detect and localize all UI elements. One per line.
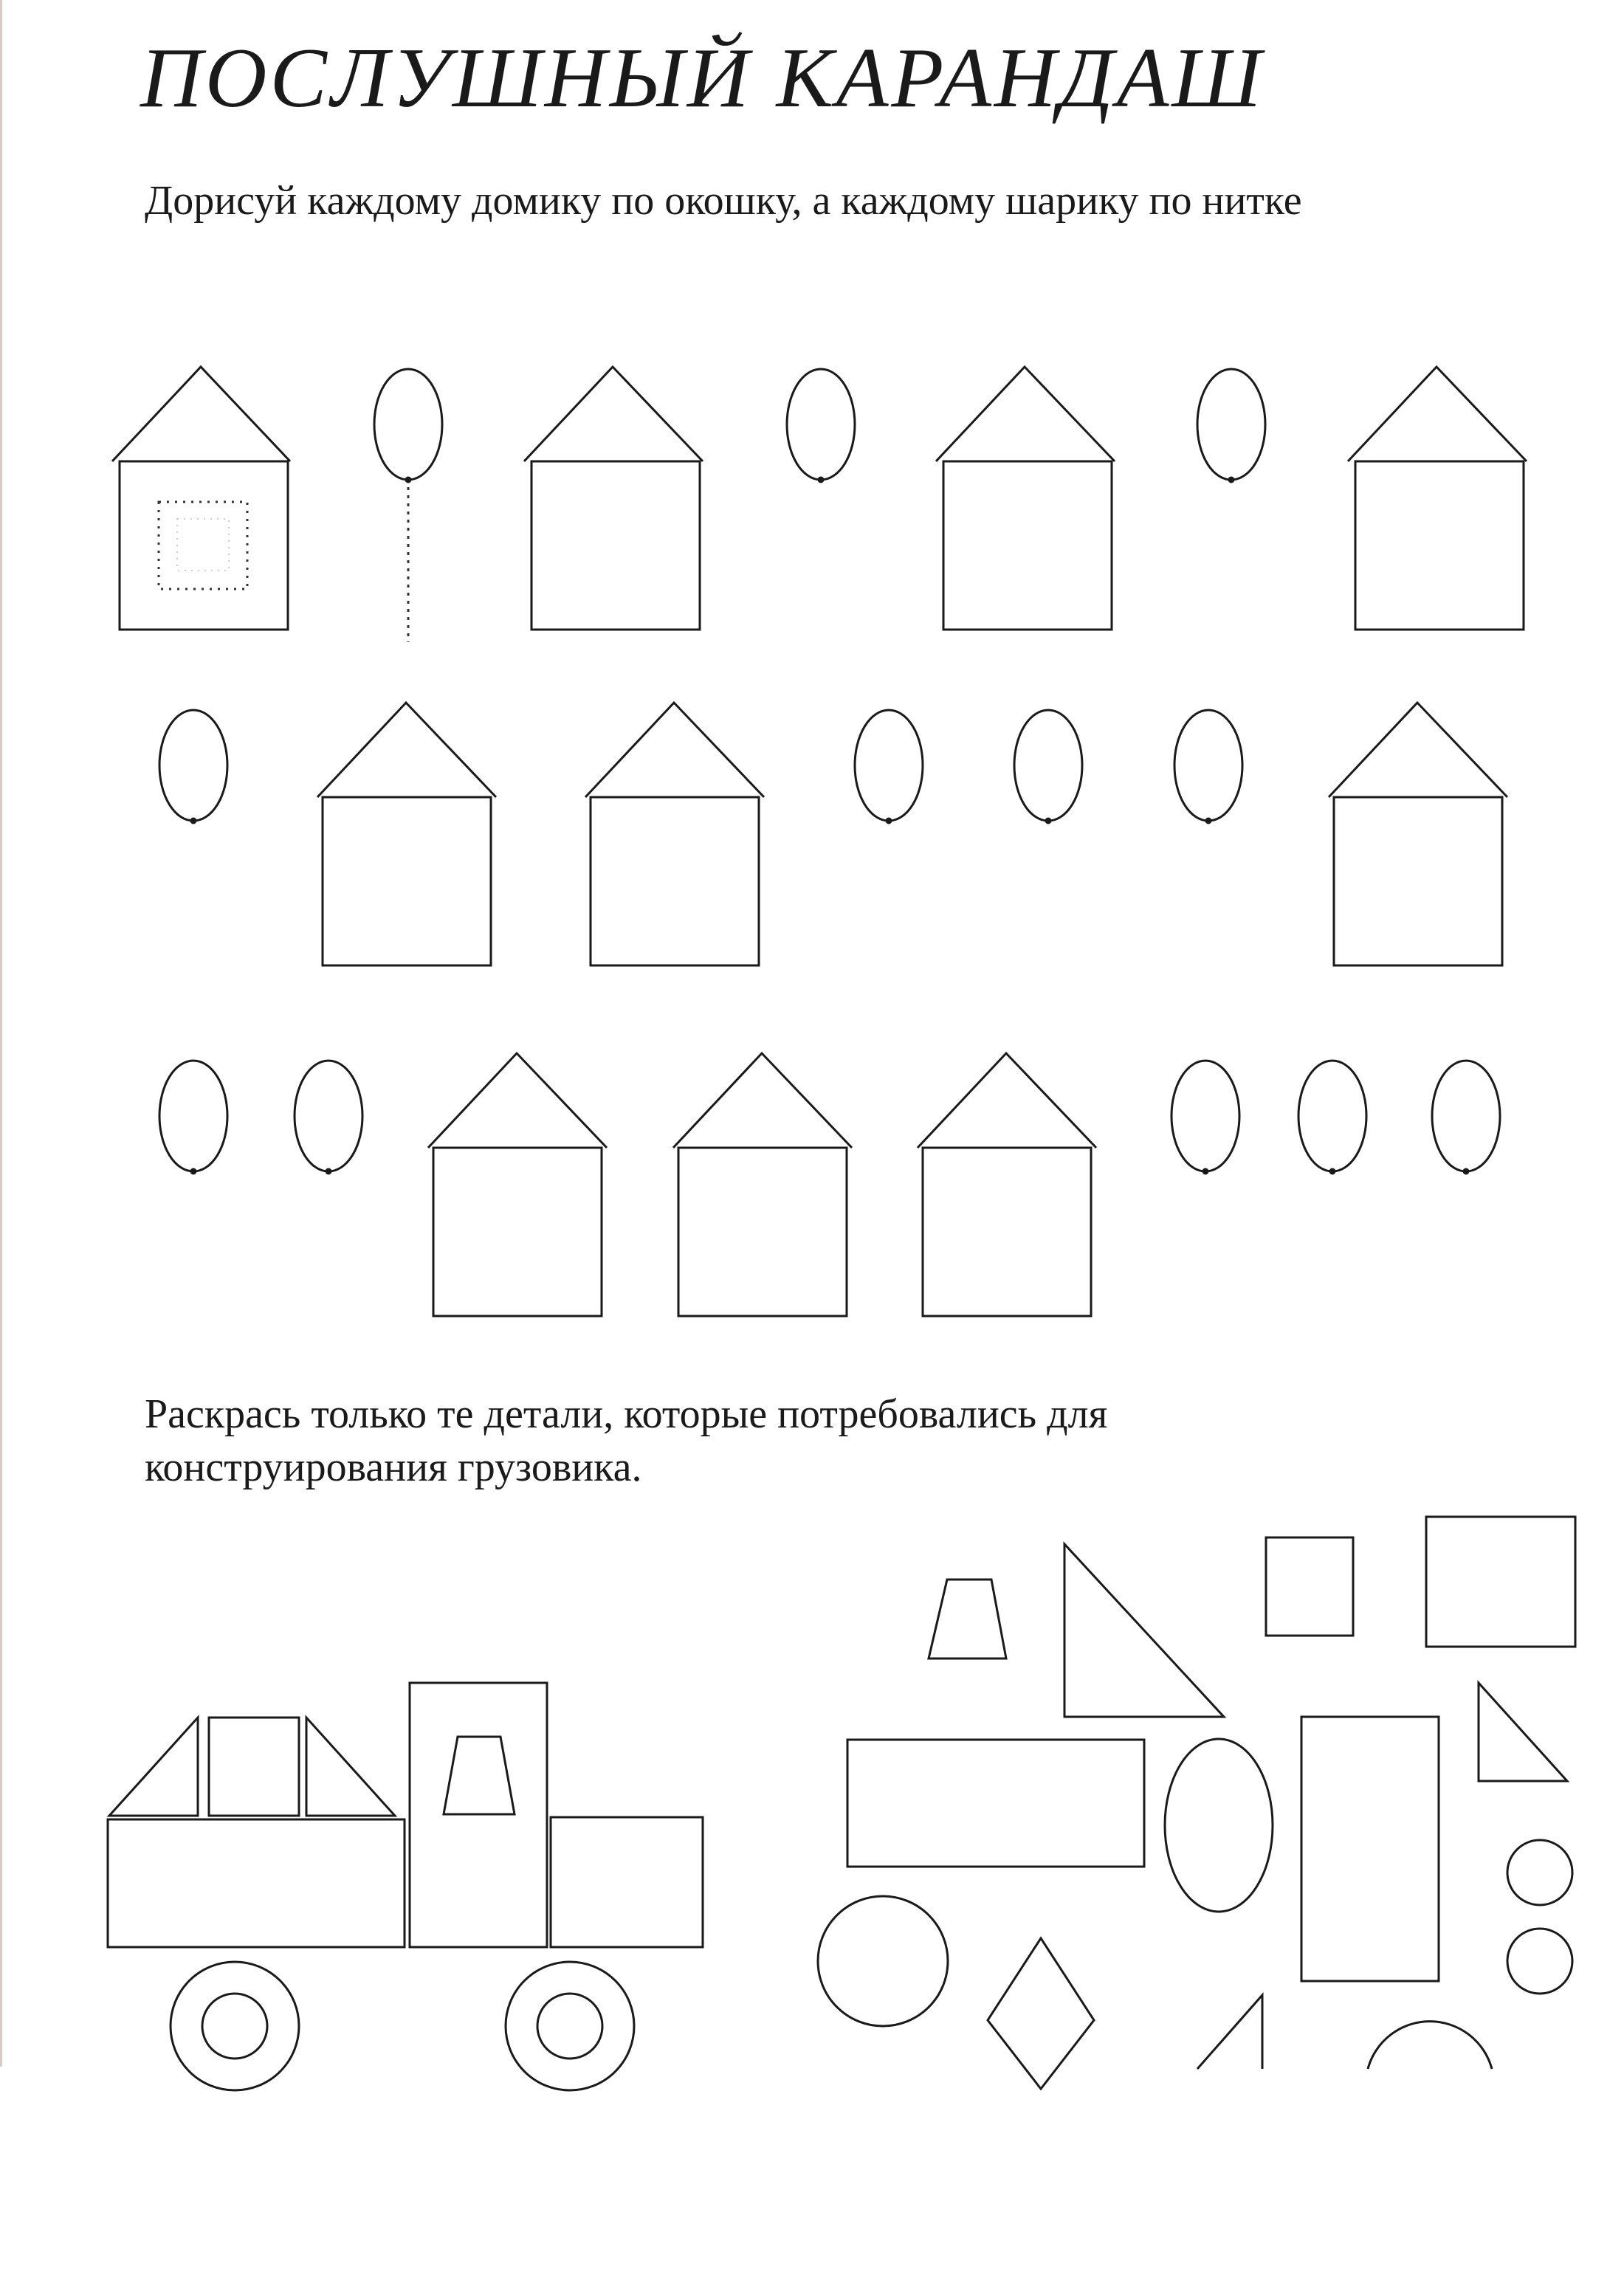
shape-triangle-partial bbox=[1197, 1995, 1262, 2069]
balloon bbox=[1171, 1061, 1239, 1174]
truck-square bbox=[209, 1718, 299, 1816]
balloon-body bbox=[1014, 710, 1082, 821]
house bbox=[1329, 703, 1507, 965]
shape-small-square bbox=[1266, 1537, 1353, 1636]
balloon-body bbox=[855, 710, 923, 821]
house-wall bbox=[678, 1148, 847, 1316]
shape-small-circle-1 bbox=[1507, 1840, 1572, 1905]
shape-large-right-triangle bbox=[1064, 1544, 1224, 1717]
balloon bbox=[1197, 369, 1265, 482]
balloon bbox=[1014, 710, 1082, 823]
truck-wheel-left-hub bbox=[202, 1994, 267, 2059]
balloon-knot bbox=[326, 1169, 331, 1174]
balloon bbox=[1174, 710, 1242, 823]
house-wall bbox=[120, 461, 288, 630]
house-wall bbox=[591, 797, 759, 965]
balloon-knot bbox=[1229, 478, 1234, 482]
truck-hood bbox=[551, 1817, 703, 1947]
house bbox=[673, 1053, 852, 1316]
balloon-knot bbox=[1464, 1169, 1468, 1174]
shape-large-circle bbox=[818, 1896, 948, 2026]
truck-left-triangle bbox=[109, 1718, 198, 1816]
shape-rhombus bbox=[988, 1938, 1094, 2089]
balloon-knot bbox=[1046, 819, 1050, 823]
balloon-body bbox=[1174, 710, 1242, 821]
balloon-knot bbox=[1203, 1169, 1208, 1174]
house-roof bbox=[585, 703, 764, 797]
shape-rectangle-top-right bbox=[1426, 1517, 1575, 1647]
truck-body bbox=[108, 1819, 405, 1947]
balloon bbox=[1298, 1061, 1366, 1174]
balloon-knot bbox=[1330, 1169, 1335, 1174]
balloon bbox=[159, 710, 227, 823]
house bbox=[1348, 367, 1527, 630]
house bbox=[585, 703, 764, 965]
balloon bbox=[855, 710, 923, 823]
window-hint-dotted bbox=[159, 502, 247, 589]
balloon-knot bbox=[406, 478, 410, 482]
house-roof bbox=[1348, 367, 1527, 461]
house-roof bbox=[428, 1053, 607, 1148]
house-wall bbox=[1334, 797, 1502, 965]
house bbox=[112, 367, 290, 630]
shape-trapezoid bbox=[929, 1580, 1006, 1658]
house-roof bbox=[1329, 703, 1507, 797]
house-wall bbox=[433, 1148, 602, 1316]
balloon-knot bbox=[191, 1169, 196, 1174]
house-roof bbox=[936, 367, 1115, 461]
shape-small-right-triangle bbox=[1479, 1683, 1567, 1781]
house bbox=[918, 1053, 1096, 1316]
shape-circle-partial bbox=[1368, 2022, 1492, 2069]
house-roof bbox=[918, 1053, 1096, 1148]
house-wall bbox=[943, 461, 1112, 630]
house bbox=[428, 1053, 607, 1316]
shape-ellipse bbox=[1165, 1739, 1273, 1912]
balloon-body bbox=[159, 1061, 227, 1171]
balloon-body bbox=[787, 369, 855, 480]
house bbox=[524, 367, 703, 630]
balloon-knot bbox=[819, 478, 823, 482]
balloon-body bbox=[295, 1061, 362, 1171]
house-roof bbox=[673, 1053, 852, 1148]
house-wall bbox=[923, 1148, 1091, 1316]
house-wall bbox=[1355, 461, 1524, 630]
truck-right-triangle bbox=[306, 1718, 395, 1816]
house-wall bbox=[531, 461, 700, 630]
balloon-body bbox=[374, 369, 442, 480]
truck bbox=[108, 1683, 703, 2090]
balloon-knot bbox=[191, 819, 196, 823]
shape-wide-rectangle bbox=[847, 1740, 1144, 1867]
worksheet-title: ПОСЛУШНЫЙ КАРАНДАШ bbox=[140, 31, 1265, 125]
balloon bbox=[787, 369, 855, 482]
balloon bbox=[374, 369, 442, 642]
house-wall bbox=[323, 797, 491, 965]
house-roof bbox=[112, 367, 290, 461]
balloon-body bbox=[1171, 1061, 1239, 1171]
shape-tall-rectangle bbox=[1301, 1717, 1439, 1981]
balloon-body bbox=[1298, 1061, 1366, 1171]
balloon bbox=[1432, 1061, 1500, 1174]
house-roof bbox=[317, 703, 496, 797]
balloon-body bbox=[159, 710, 227, 821]
shape-small-circle-2 bbox=[1507, 1929, 1572, 1994]
instruction-color-truck-parts: Раскрась только те детали, которые потребовались для конструирования грузовика. bbox=[145, 1391, 1108, 1490]
truck-wheel-right-hub bbox=[537, 1994, 602, 2059]
truck-wheel-left bbox=[171, 1962, 299, 2090]
loose-shapes bbox=[818, 1517, 1575, 2089]
window-hint-inner bbox=[177, 519, 229, 571]
balloon bbox=[159, 1061, 227, 1174]
balloon-knot bbox=[1206, 819, 1211, 823]
balloon-body bbox=[1432, 1061, 1500, 1171]
house bbox=[317, 703, 496, 965]
house bbox=[936, 367, 1115, 630]
balloon bbox=[295, 1061, 362, 1174]
truck-wheel-right bbox=[506, 1962, 634, 2090]
house-roof bbox=[524, 367, 703, 461]
instruction-draw-windows-strings: Дорисуй каждому домику по окошку, а каждому шарику по нитке bbox=[145, 178, 1302, 224]
balloon-body bbox=[1197, 369, 1265, 480]
balloon-knot bbox=[887, 819, 891, 823]
truck-window-trapezoid bbox=[444, 1737, 515, 1814]
